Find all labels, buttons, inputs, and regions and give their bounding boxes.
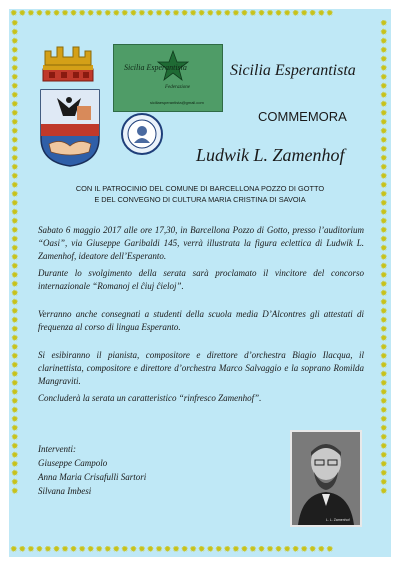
patronage-line-2: E DEL CONVEGNO DI CULTURA MARIA CRISTINA DI SAVOIA	[94, 195, 306, 204]
patronage-line-1: CON IL PATROCINIO DEL COMUNE DI BARCELLONA POZZO DI GOTTO	[75, 184, 325, 193]
zamenhof-portrait	[290, 430, 362, 527]
star-border-left: ✹✹✹✹✹✹✹✹✹✹✹✹✹✹✹✹✹✹✹✹✹✹✹✹✹✹✹✹✹✹✹✹✹✹✹✹✹✹✹✹✹✹✹✹✹✹✹✹✹✹✹✹✹	[11, 20, 19, 497]
commemora-heading: COMMEMORA	[258, 109, 347, 124]
portrait-caption: L. L. Zamenhof	[326, 518, 350, 522]
speakers-heading: Interventi:	[38, 444, 76, 454]
logo-email-text: siciliaesperantista@gmail.com	[150, 100, 204, 105]
speaker-name: Silvana Imbesi	[38, 486, 92, 496]
event-paragraph-5: Concluderà la serata un caratteristico “rinfresco Zamenhof”.	[38, 393, 262, 403]
logo-title-text: Sicilia Esperantista	[124, 63, 187, 72]
star-border-top: ✹✹✹✹✹✹✹✹✹✹✹✹✹✹✹✹✹✹✹✹✹✹✹✹✹✹✹✹✹✹✹✹✹✹✹✹✹✹	[10, 10, 335, 19]
speakers-section	[38, 442, 146, 498]
honoree-name: Ludwik L. Zamenhof	[196, 145, 345, 165]
speaker-name: Anna Maria Crisafulli Sartori	[38, 472, 147, 482]
star-border-right: ✹✹✹✹✹✹✹✹✹✹✹✹✹✹✹✹✹✹✹✹✹✹✹✹✹✹✹✹✹✹✹✹✹✹✹✹✹✹✹✹✹✹✹✹✹✹✹✹✹✹✹✹✹	[380, 20, 388, 497]
star-border-bottom: ✹✹✹✹✹✹✹✹✹✹✹✹✹✹✹✹✹✹✹✹✹✹✹✹✹✹✹✹✹✹✹✹✹✹✹✹✹✹	[10, 546, 335, 555]
event-paragraph-4: Si esibiranno il pianista, compositore e direttore d’orchestra Biagio Ilacqua, il clarinettista, compositore e direttore d’orchestra Marco Salvaggio e la soprano Romilda Mangraviti.	[38, 350, 364, 386]
event-paragraph-2: Durante lo svolgimento della serata sarà proclamato il vincitore del concorso internazionale “Romanoj el ĉiuj ĉieloj”.	[38, 268, 364, 291]
event-paragraph-1: Sabato 6 maggio 2017 alle ore 17,30, in Barcellona Pozzo di Gotto, presso l’auditorium “Oasi”, via Giuseppe Garibaldi 145, verrà illustrata la figura eclettica di Ludwik L. Zamenhof, ideatore dell’Esperanto.	[38, 225, 364, 261]
patronage-notice	[30, 183, 370, 205]
municipal-crown-logo	[39, 43, 97, 85]
logo-federation-text: Federazione	[165, 85, 190, 90]
event-paragraph-3: Verranno anche consegnati a studenti della scuola media D’Alcontres gli attestati di frequenza al corso di lingua Esperanto.	[38, 309, 364, 332]
sicilia-esperantista-logo	[113, 44, 223, 112]
speaker-name: Giuseppe Campolo	[38, 458, 108, 468]
organization-title: Sicilia Esperantista	[230, 62, 356, 79]
convegno-medal-logo	[121, 113, 163, 155]
portrait-image	[292, 432, 360, 525]
municipal-shield-logo	[39, 88, 101, 168]
